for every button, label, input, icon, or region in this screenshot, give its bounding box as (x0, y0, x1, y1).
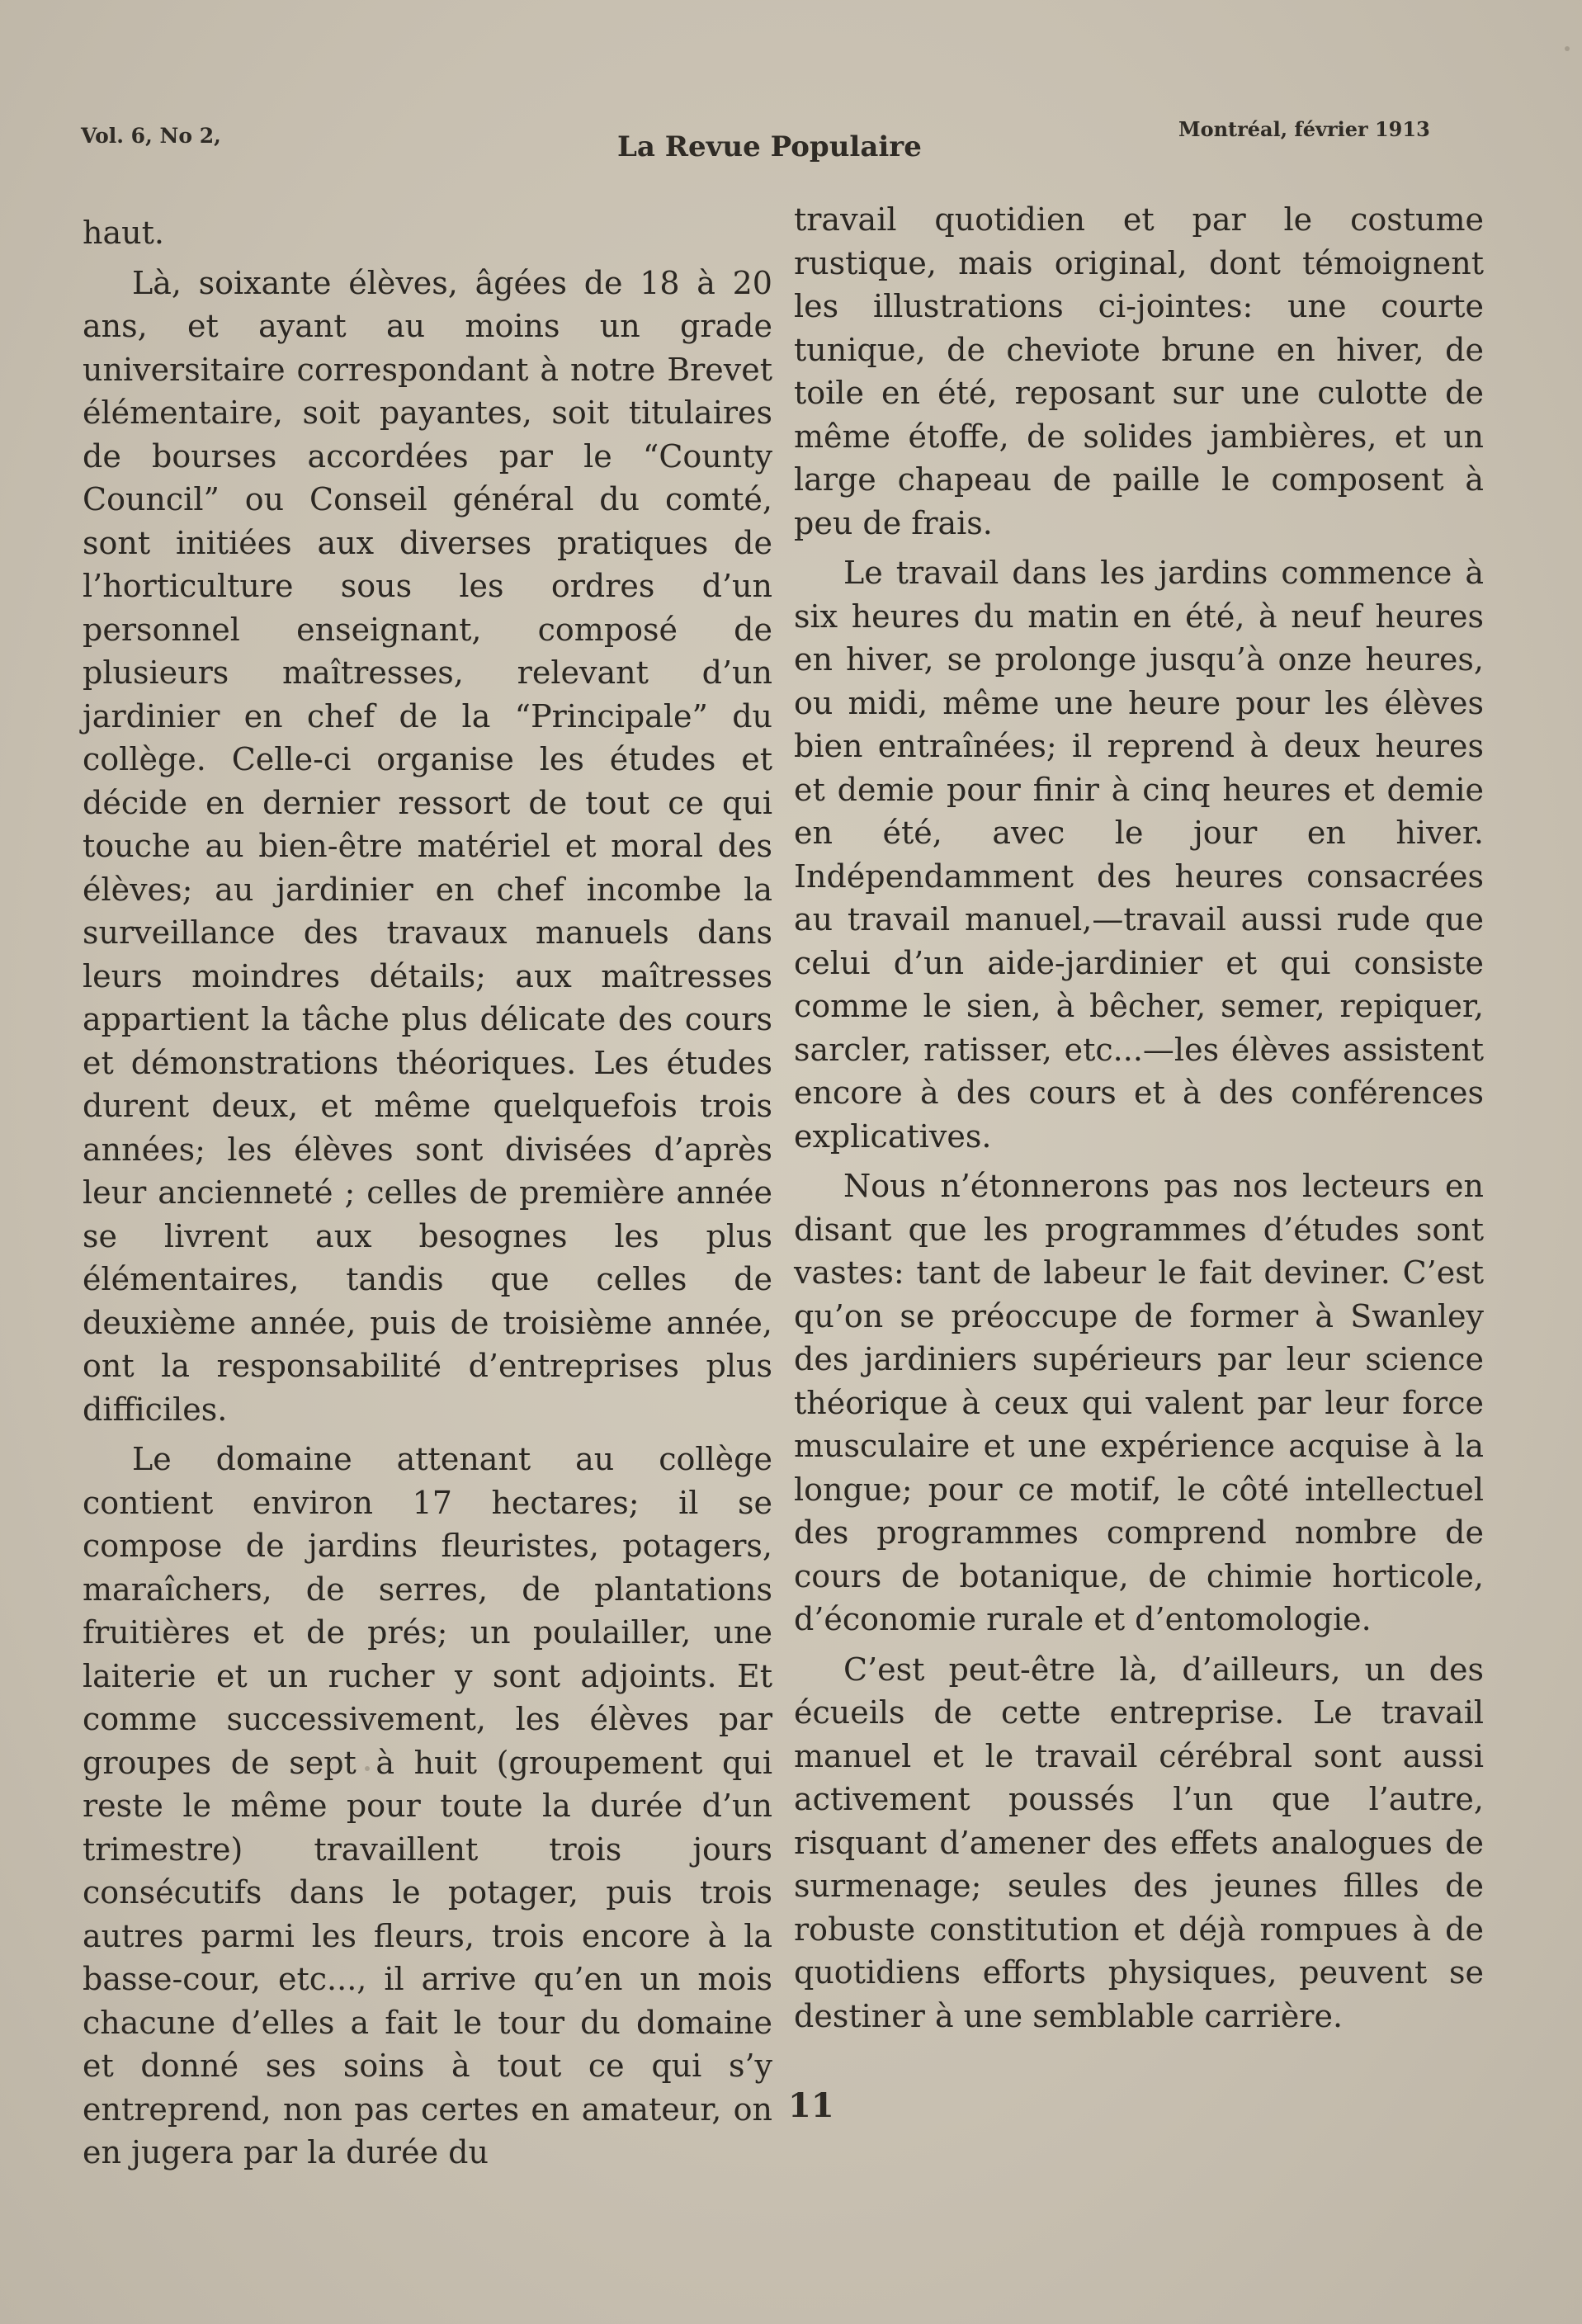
paragraph: C’est peut-être là, d’ailleurs, un des écueils de cette entreprise. Le travail manuel et le travail cérébral sont aussi activement poussés l’un que l’autre, risquant d’amener des effets analogues de surmenage; seules des jeunes filles de robuste constitution et déjà rompues à de quotidiens efforts physiques, peuvent se destiner à une semblable carrière. (794, 1651, 1484, 2034)
paragraph: travail quotidien et par le costume rustique, mais original, dont témoignent les illustrations ci-jointes: une courte tunique, de cheviote brune en hiver, de toile en été, reposant sur une culotte de même étoffe, de solides jambières, et un large chapeau de paille le composent à peu de frais. (794, 201, 1484, 541)
volume-number: Vol. 6, No 2, (81, 124, 221, 148)
paper-speck (1565, 46, 1570, 51)
right-column (794, 198, 1484, 2038)
publication-title: La Revue Populaire (617, 130, 922, 163)
paragraph: haut. (83, 215, 164, 251)
place-date: Montréal, février 1913 (1178, 117, 1430, 141)
left-column (83, 211, 772, 2175)
paragraph: Le domaine attenant au collège contient environ 17 hectares; il se compose de jardins fleuristes, potagers, maraîchers, de serres, de plantations fruitières et de prés; un poulailler, une laiterie et un rucher y sont adjoints. Et comme successivement, les élèves par groupes de sept à huit (groupement qui reste le même pour toute la durée d’un trimestre) travaillent trois jours consécutifs dans le potager, puis trois autres parmi les fleurs, trois encore à la basse-cour, etc..., il arrive qu’en un mois chacune d’elles a fait le tour du domaine et donné ses soins à tout ce qui s’y entreprend, non pas certes en amateur, on en jugera par la durée du (83, 1441, 772, 2170)
paragraph: Là, soixante élèves, âgées de 18 à 20 ans, et ayant au moins un grade universitaire correspondant à notre Brevet élémentaire, soit payantes, soit titulaires de bourses accordées par le “County Council” ou Conseil général du comté, sont initiées aux diverses pratiques de l’horticulture sous les ordres d’un personnel enseignant, composé de plusieurs maîtresses, relevant d’un jardinier en chef de la “Principale” du collège. Celle-ci organise les études et décide en dernier ressort de tout ce qui touche au bien-être matériel et moral des élèves; au jardinier en chef incombe la surveillance des travaux manuels dans leurs moindres détails; aux maîtresses appartient la tâche plus délicate des cours et démonstrations théoriques. Les études durent deux, et même quelquefois trois années; les élèves sont divisées d’après leur ancienneté ; celles de première année se livrent aux besognes les plus élémentaires, tandis que celles de deuxième année, puis de troisième année, ont la responsabilité d’entreprises plus difficiles. (83, 264, 772, 1428)
page-number: 11 (788, 2086, 834, 2125)
paragraph: Le travail dans les jardins commence à six heures du matin en été, à neuf heures en hiver, se prolonge jusqu’à onze heures, ou midi, même une heure pour les élèves bien entraînées; il reprend à deux heures et demie pour finir à cinq heures et demie en été, avec le jour en hiver. Indépendamment des heures consacrées au travail manuel,—travail aussi rude que celui d’un aide-jardinier et qui consiste comme le sien, à bêcher, semer, repiquer, sarcler, ratisser, etc...—les élèves assistent encore à des cours et à des conférences explicatives. (794, 555, 1484, 1155)
paragraph: Nous n’étonnerons pas nos lecteurs en disant que les programmes d’études sont vastes: tant de labeur le fait deviner. C’est qu’on se préoccupe de former à Swanley des jardiniers supérieurs par leur science théorique à ceux qui valent par leur force musculaire et une expérience acquise à la longue; pour ce motif, le côté intellectuel des programmes comprend nombre de cours de botanique, de chimie horticole, d’économie rurale et d’entomologie. (794, 1168, 1484, 1637)
